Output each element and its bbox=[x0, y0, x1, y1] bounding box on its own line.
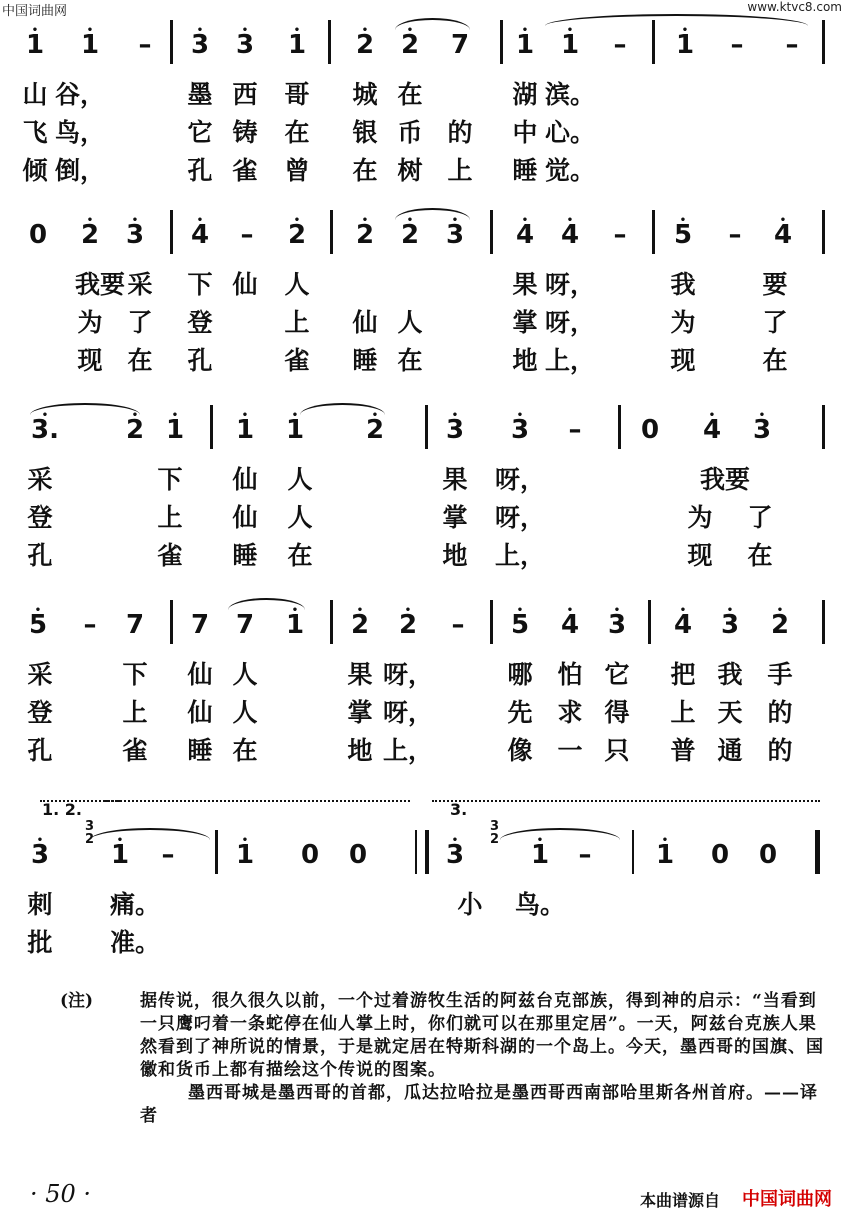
lyric-syllable: 为 bbox=[687, 503, 713, 532]
score-note: • 5 bbox=[511, 610, 529, 640]
lyric-syllable: 上 bbox=[284, 308, 310, 337]
barline bbox=[490, 600, 493, 644]
lyric-syllable: 准。 bbox=[109, 928, 161, 957]
score-note: • 1 bbox=[286, 610, 304, 640]
barline bbox=[425, 830, 429, 874]
lyric-syllable: 人 bbox=[397, 308, 423, 337]
lyric-syllable: 下 bbox=[157, 465, 183, 494]
lyric-syllable: 币 bbox=[397, 118, 423, 147]
barline bbox=[648, 600, 651, 644]
barline bbox=[500, 20, 503, 64]
lyric-syllable: 湖 bbox=[512, 80, 538, 109]
score-note: 0 bbox=[300, 840, 320, 870]
score-note: – bbox=[138, 30, 152, 60]
watermark-left: 中国词曲网 bbox=[2, 4, 68, 19]
lyric-syllable: 人 bbox=[287, 503, 313, 532]
barline bbox=[490, 210, 493, 254]
lyric-syllable: 它 bbox=[604, 660, 630, 689]
score-note: • 4 bbox=[191, 220, 209, 250]
score-note: • 1 bbox=[81, 30, 99, 60]
lyric-syllable: 的 bbox=[447, 118, 473, 147]
score-note: 7 bbox=[450, 30, 470, 60]
lyric-syllable: 采 bbox=[127, 270, 153, 299]
lyric-syllable: 呀， bbox=[382, 698, 434, 727]
lyric-syllable: 孔 bbox=[27, 736, 53, 765]
score-note: • 3 bbox=[446, 840, 464, 870]
lyric-syllable: 地 bbox=[347, 736, 373, 765]
lyric-syllable: 倾 bbox=[22, 156, 48, 185]
score-note: – bbox=[161, 840, 175, 870]
lyric-syllable: 树 bbox=[397, 156, 423, 185]
score-note: • 1 bbox=[236, 415, 254, 445]
score-note: 7 bbox=[190, 610, 210, 640]
lyric-syllable: 人 bbox=[287, 465, 313, 494]
lyric-syllable: 采 bbox=[27, 465, 53, 494]
lyric-syllable: 地 bbox=[512, 346, 538, 375]
lyric-syllable: 在 bbox=[287, 541, 313, 570]
score-note: 0 bbox=[348, 840, 368, 870]
lyric-syllable: 了 bbox=[127, 308, 153, 337]
footnote-label: (注) bbox=[60, 991, 94, 1011]
lyric-syllable: 痛。 bbox=[109, 890, 161, 919]
lyric-syllable: 在 bbox=[747, 541, 773, 570]
score-note: • 3 bbox=[191, 30, 209, 60]
lyric-syllable: 通 bbox=[717, 736, 743, 765]
lyric-syllable: 上， bbox=[544, 346, 596, 375]
lyric-syllable: 掌 bbox=[512, 308, 538, 337]
barline bbox=[330, 600, 333, 644]
barline bbox=[170, 600, 173, 644]
lyric-syllable: 仙 bbox=[187, 698, 213, 727]
score-note: • 2 bbox=[771, 610, 789, 640]
barline bbox=[618, 405, 621, 449]
score-note: • 1 bbox=[236, 840, 254, 870]
score-note: • 5 bbox=[674, 220, 692, 250]
lyric-syllable: 批 bbox=[27, 928, 53, 957]
score-note: • 3 bbox=[446, 220, 464, 250]
lyric-syllable: 了 bbox=[747, 503, 773, 532]
lyric-syllable: 鸟， bbox=[54, 118, 106, 147]
barline bbox=[652, 20, 655, 64]
lyric-syllable: 仙 bbox=[352, 308, 378, 337]
score-note: • 1 bbox=[561, 30, 579, 60]
lyric-syllable: 山 bbox=[22, 80, 48, 109]
lyric-syllable: 我 bbox=[670, 270, 696, 299]
lyric-syllable: 下 bbox=[187, 270, 213, 299]
lyric-syllable: 为 bbox=[670, 308, 696, 337]
lyric-syllable: 上 bbox=[157, 503, 183, 532]
slur bbox=[500, 828, 620, 840]
score-note: • 3 bbox=[126, 220, 144, 250]
barline bbox=[170, 210, 173, 254]
score-note: • 3 bbox=[721, 610, 739, 640]
ending-bracket bbox=[105, 800, 410, 802]
score-note: • 4 bbox=[703, 415, 721, 445]
barline bbox=[170, 20, 173, 64]
barline bbox=[822, 405, 825, 449]
lyric-syllable: 为 bbox=[77, 308, 103, 337]
lyric-syllable: 谷， bbox=[54, 80, 106, 109]
barline bbox=[632, 830, 634, 874]
lyric-syllable: 我要 bbox=[74, 270, 126, 299]
lyric-syllable: 雀 bbox=[284, 346, 310, 375]
page-number: · 50 · bbox=[30, 1180, 92, 1208]
lyric-syllable: 在 bbox=[397, 80, 423, 109]
lyric-syllable: 心。 bbox=[544, 118, 596, 147]
barline bbox=[815, 830, 820, 874]
score-note: • 4 bbox=[774, 220, 792, 250]
lyric-syllable: 现 bbox=[670, 346, 696, 375]
lyric-syllable: 果 bbox=[442, 465, 468, 494]
lyric-syllable: 了 bbox=[762, 308, 788, 337]
lyric-syllable: 它 bbox=[187, 118, 213, 147]
lyric-syllable: 普 bbox=[670, 736, 696, 765]
score-note: – bbox=[568, 415, 582, 445]
score-note: • 1 bbox=[516, 30, 534, 60]
footnote-paragraph-1: 据传说，很久很久以前，一个过着游牧生活的阿兹台克部族，得到神的启示：“当看到一只鹰叼着一条蛇停在仙人掌上时，你们就可以在那里定居”。一天，阿兹台克族人果然看到了神所说的情景，于是就定居在特斯科湖的一个岛上。今天，墨西哥的国旗、国徽和货币上都有描绘这个传说的图案。 bbox=[140, 991, 824, 1080]
score-note: 7 bbox=[125, 610, 145, 640]
lyric-syllable: 孔 bbox=[187, 156, 213, 185]
barline bbox=[330, 210, 333, 254]
score-note: – bbox=[451, 610, 465, 640]
lyric-syllable: 在 bbox=[762, 346, 788, 375]
lyric-syllable: 刺 bbox=[27, 890, 53, 919]
barline bbox=[425, 405, 428, 449]
lyric-syllable: 呀， bbox=[544, 308, 596, 337]
lyric-syllable: 人 bbox=[232, 660, 258, 689]
score-note: • 1 bbox=[531, 840, 549, 870]
lyric-syllable: 孔 bbox=[187, 346, 213, 375]
ending-bracket bbox=[432, 800, 820, 802]
score-note: – bbox=[613, 30, 627, 60]
lyric-syllable: 鸟。 bbox=[514, 890, 566, 919]
lyric-syllable: 睡 bbox=[512, 156, 538, 185]
slur bbox=[90, 828, 210, 840]
score-note: • 3. bbox=[31, 415, 59, 445]
score-note: • 3 bbox=[511, 415, 529, 445]
lyric-syllable: 天 bbox=[717, 698, 743, 727]
source-site[interactable]: 中国词曲网 bbox=[742, 1189, 832, 1210]
score-note: • 2 bbox=[399, 610, 417, 640]
score-note: • 2 bbox=[351, 610, 369, 640]
lyric-syllable: 睡 bbox=[352, 346, 378, 375]
lyric-syllable: 仙 bbox=[232, 270, 258, 299]
score-note: – bbox=[240, 220, 254, 250]
lyric-syllable: 呀， bbox=[494, 503, 546, 532]
barline bbox=[328, 20, 331, 64]
lyric-syllable: 墨 bbox=[187, 80, 213, 109]
lyric-syllable: 哪 bbox=[507, 660, 533, 689]
score-note: • 1 bbox=[286, 415, 304, 445]
lyric-syllable: 的 bbox=[767, 736, 793, 765]
score-note: 0 bbox=[758, 840, 778, 870]
score-note: • 4 bbox=[516, 220, 534, 250]
score-note: • 3 bbox=[236, 30, 254, 60]
lyric-syllable: 人 bbox=[284, 270, 310, 299]
lyric-syllable: 铸 bbox=[232, 118, 258, 147]
barline bbox=[210, 405, 213, 449]
lyric-syllable: 手 bbox=[767, 660, 793, 689]
score-note: • 3 bbox=[446, 415, 464, 445]
lyric-syllable: 上， bbox=[382, 736, 434, 765]
lyric-syllable: 呀， bbox=[544, 270, 596, 299]
lyric-syllable: 现 bbox=[77, 346, 103, 375]
lyric-syllable: 雀 bbox=[157, 541, 183, 570]
lyric-syllable: 的 bbox=[767, 698, 793, 727]
score-note: • 3 bbox=[608, 610, 626, 640]
score-note: 7 bbox=[235, 610, 255, 640]
lyric-syllable: 登 bbox=[187, 308, 213, 337]
lyric-syllable: 在 bbox=[397, 346, 423, 375]
score-note: • 2 bbox=[401, 30, 419, 60]
lyric-syllable: 小 bbox=[457, 890, 483, 919]
lyric-syllable: 一 bbox=[557, 736, 583, 765]
lyric-syllable: 雀 bbox=[232, 156, 258, 185]
lyric-syllable: 我 bbox=[717, 660, 743, 689]
score-note: • 2 bbox=[126, 415, 144, 445]
barline bbox=[822, 210, 825, 254]
lyric-syllable: 上， bbox=[494, 541, 546, 570]
score-note: • 1 bbox=[676, 30, 694, 60]
score-note: • 2 bbox=[81, 220, 99, 250]
lyric-syllable: 城 bbox=[352, 80, 378, 109]
lyric-syllable: 求 bbox=[557, 698, 583, 727]
lyric-syllable: 雀 bbox=[122, 736, 148, 765]
lyric-syllable: 中 bbox=[512, 118, 538, 147]
source-label: 本曲谱源自 bbox=[640, 1191, 721, 1210]
lyric-syllable: 在 bbox=[127, 346, 153, 375]
lyric-syllable: 怕 bbox=[557, 660, 583, 689]
lyric-syllable: 果 bbox=[512, 270, 538, 299]
ending-label-first: 1. 2. bbox=[42, 800, 82, 819]
lyric-syllable: 上 bbox=[447, 156, 473, 185]
score-note: 0 bbox=[710, 840, 730, 870]
score-note: • 4 bbox=[561, 220, 579, 250]
barline bbox=[822, 20, 825, 64]
lyric-syllable: 觉。 bbox=[544, 156, 596, 185]
score-note: – bbox=[785, 30, 799, 60]
lyric-syllable: 我要 bbox=[699, 465, 751, 494]
score-note: • 4 bbox=[674, 610, 692, 640]
barline bbox=[822, 600, 825, 644]
lyric-syllable: 在 bbox=[284, 118, 310, 147]
lyric-syllable: 掌 bbox=[347, 698, 373, 727]
lyric-syllable: 登 bbox=[27, 503, 53, 532]
slur bbox=[545, 14, 808, 26]
score-note: – bbox=[578, 840, 592, 870]
score-note: • 5 bbox=[29, 610, 47, 640]
score-note: • 3 bbox=[31, 840, 49, 870]
score-note: – bbox=[728, 220, 742, 250]
score-note: 0 bbox=[640, 415, 660, 445]
score-note: • 2 bbox=[356, 220, 374, 250]
lyric-syllable: 得 bbox=[604, 698, 630, 727]
lyric-syllable: 曾 bbox=[284, 156, 310, 185]
score-note: • 1 bbox=[111, 840, 129, 870]
lyric-syllable: 滨。 bbox=[544, 80, 596, 109]
lyric-syllable: 上 bbox=[122, 698, 148, 727]
footnote-paragraph-2: 墨西哥城是墨西哥的首都，瓜达拉哈拉是墨西哥西南部哈里斯各州首府。——译者 bbox=[140, 1083, 818, 1126]
lyric-syllable: 睡 bbox=[232, 541, 258, 570]
lyric-syllable: 呀， bbox=[494, 465, 546, 494]
lyric-syllable: 先 bbox=[507, 698, 533, 727]
lyric-syllable: 只 bbox=[604, 736, 630, 765]
barline bbox=[652, 210, 655, 254]
score-note: – bbox=[730, 30, 744, 60]
grace-notes: 3 2 bbox=[85, 819, 95, 847]
lyric-syllable: 睡 bbox=[187, 736, 213, 765]
lyric-syllable: 人 bbox=[232, 698, 258, 727]
lyric-syllable: 登 bbox=[27, 698, 53, 727]
score-note: – bbox=[83, 610, 97, 640]
lyric-syllable: 像 bbox=[507, 736, 533, 765]
lyric-syllable: 现 bbox=[687, 541, 713, 570]
lyric-syllable: 仙 bbox=[232, 465, 258, 494]
score-note: • 1 bbox=[166, 415, 184, 445]
watermark-right: www.ktvc8.com bbox=[747, 0, 842, 14]
lyric-syllable: 下 bbox=[122, 660, 148, 689]
score-note: • 2 bbox=[356, 30, 374, 60]
lyric-syllable: 上 bbox=[670, 698, 696, 727]
lyric-syllable: 把 bbox=[670, 660, 696, 689]
lyric-syllable: 倒， bbox=[54, 156, 106, 185]
score-note: • 1 bbox=[288, 30, 306, 60]
score-note: 0 bbox=[28, 220, 48, 250]
lyric-syllable: 呀， bbox=[382, 660, 434, 689]
lyric-syllable: 在 bbox=[352, 156, 378, 185]
score-note: • 1 bbox=[656, 840, 674, 870]
score-note: • 2 bbox=[288, 220, 306, 250]
lyric-syllable: 飞 bbox=[22, 118, 48, 147]
footnote-body bbox=[140, 990, 830, 1128]
lyric-syllable: 地 bbox=[442, 541, 468, 570]
barline bbox=[415, 830, 417, 874]
score-note: • 3 bbox=[753, 415, 771, 445]
score-note: • 2 bbox=[401, 220, 419, 250]
lyric-syllable: 要 bbox=[762, 270, 788, 299]
score-note: • 4 bbox=[561, 610, 579, 640]
lyric-syllable: 哥 bbox=[284, 80, 310, 109]
score-note: • 1 bbox=[26, 30, 44, 60]
lyric-syllable: 在 bbox=[232, 736, 258, 765]
score-note: • 2 bbox=[366, 415, 384, 445]
grace-notes: 3 2 bbox=[490, 819, 500, 847]
lyric-syllable: 银 bbox=[352, 118, 378, 147]
lyric-syllable: 仙 bbox=[232, 503, 258, 532]
lyric-syllable: 采 bbox=[27, 660, 53, 689]
barline bbox=[215, 830, 218, 874]
score-note: – bbox=[613, 220, 627, 250]
lyric-syllable: 西 bbox=[232, 80, 258, 109]
ending-label-second: 3. bbox=[450, 800, 468, 819]
lyric-syllable: 掌 bbox=[442, 503, 468, 532]
lyric-syllable: 果 bbox=[347, 660, 373, 689]
lyric-syllable: 孔 bbox=[27, 541, 53, 570]
lyric-syllable: 仙 bbox=[187, 660, 213, 689]
